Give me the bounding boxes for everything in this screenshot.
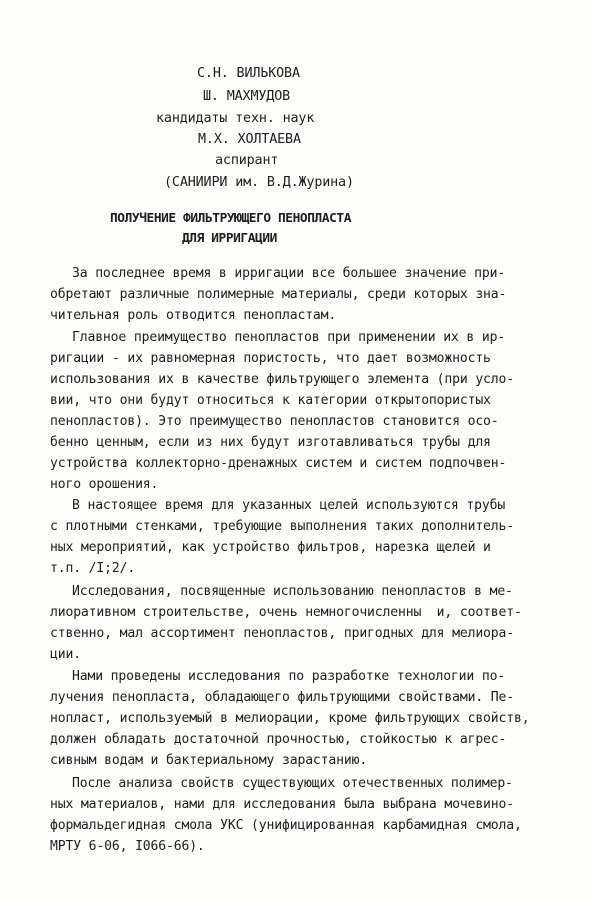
text-line: ных мероприятий, как устройство фильтров, нарезка щелей и <box>50 540 491 555</box>
text-line: Исследования, посвященные использованию пенопластов в ме- <box>72 584 513 599</box>
text-line: В настоящее время для указанных целей используются трубы <box>72 498 506 513</box>
title-line: ПОЛУЧЕНИЕ ФИЛЬТРУЮЩЕГО ПЕНОПЛАСТА <box>110 211 352 226</box>
text-line: После анализа свойств существующих отечественных полимер- <box>72 776 513 791</box>
text-line: устройства коллекторно-дренажных систем и систем подпочвен- <box>50 456 507 471</box>
text-line: должен обладать достаточной прочностью, стойкостью к агрес- <box>50 732 507 747</box>
text-line: с плотными стенками, требующие выполнения таких дополнитель- <box>50 519 514 534</box>
text-line: бенно ценным, если из них будут изготавливаться трубы для <box>50 435 491 450</box>
text-line: формальдегидная смола УКС (унифицированная карбамидная смола, <box>50 818 522 833</box>
text-line: ригации - их равномерная пористость, что дает возможность <box>50 351 491 366</box>
text-line: МРТУ 6-06, I066-66). <box>50 839 205 854</box>
author-line: С.Н. ВИЛЬКОВА <box>197 66 300 81</box>
text-line: пенопластов). Это преимущество пенопластов становится осо- <box>50 414 499 429</box>
text-line: нопласт, используемый в мелиорации, кроме фильтрующих свойств, <box>50 711 530 726</box>
author-line: аспирант <box>215 153 279 168</box>
text-line: Главное преимущество пенопластов при применении их в ир- <box>72 330 506 345</box>
text-line: чительная роль отводится пенопластам. <box>50 308 337 323</box>
text-line: т.п. /I;2/. <box>50 561 136 576</box>
text-line: За последнее время в ирригации все большее значение при- <box>72 266 506 281</box>
text-line: лиоративном строительстве, очень немногочисленны и, соответ- <box>50 605 522 620</box>
author-line: (САНИИРИ им. В.Д.Журина) <box>164 175 354 190</box>
text-line: вии, что они будут относиться к категории открытопористых <box>50 393 491 408</box>
text-line: использования их в качестве фильтрующего элемента (при усло- <box>50 372 514 387</box>
author-line: Ш. МАХМУДОВ <box>203 89 291 104</box>
title-line: ДЛЯ ИРРИГАЦИИ <box>182 231 277 246</box>
author-line: М.Х. ХОЛТАЕВА <box>198 132 301 147</box>
text-line: лучения пенопласта, обладающего фильтрующими свойствами. Пе- <box>50 690 514 705</box>
author-line: кандидаты техн. наук <box>156 111 315 126</box>
text-line: ции. <box>50 647 81 662</box>
text-line: ных материалов, нами для исследования была выбрана мочевино- <box>50 797 514 812</box>
text-line: Нами проведены исследования по разработке технологии по- <box>72 669 506 684</box>
text-line: обретают различные полимерные материалы, среди которых зна- <box>50 287 507 302</box>
text-line: сивным водам и бактериальному зарастанию. <box>50 753 368 768</box>
text-line: ного орошения. <box>50 477 159 492</box>
text-line: ственно, мал ассортимент пенопластов, пригодных для мелиора- <box>50 626 514 641</box>
